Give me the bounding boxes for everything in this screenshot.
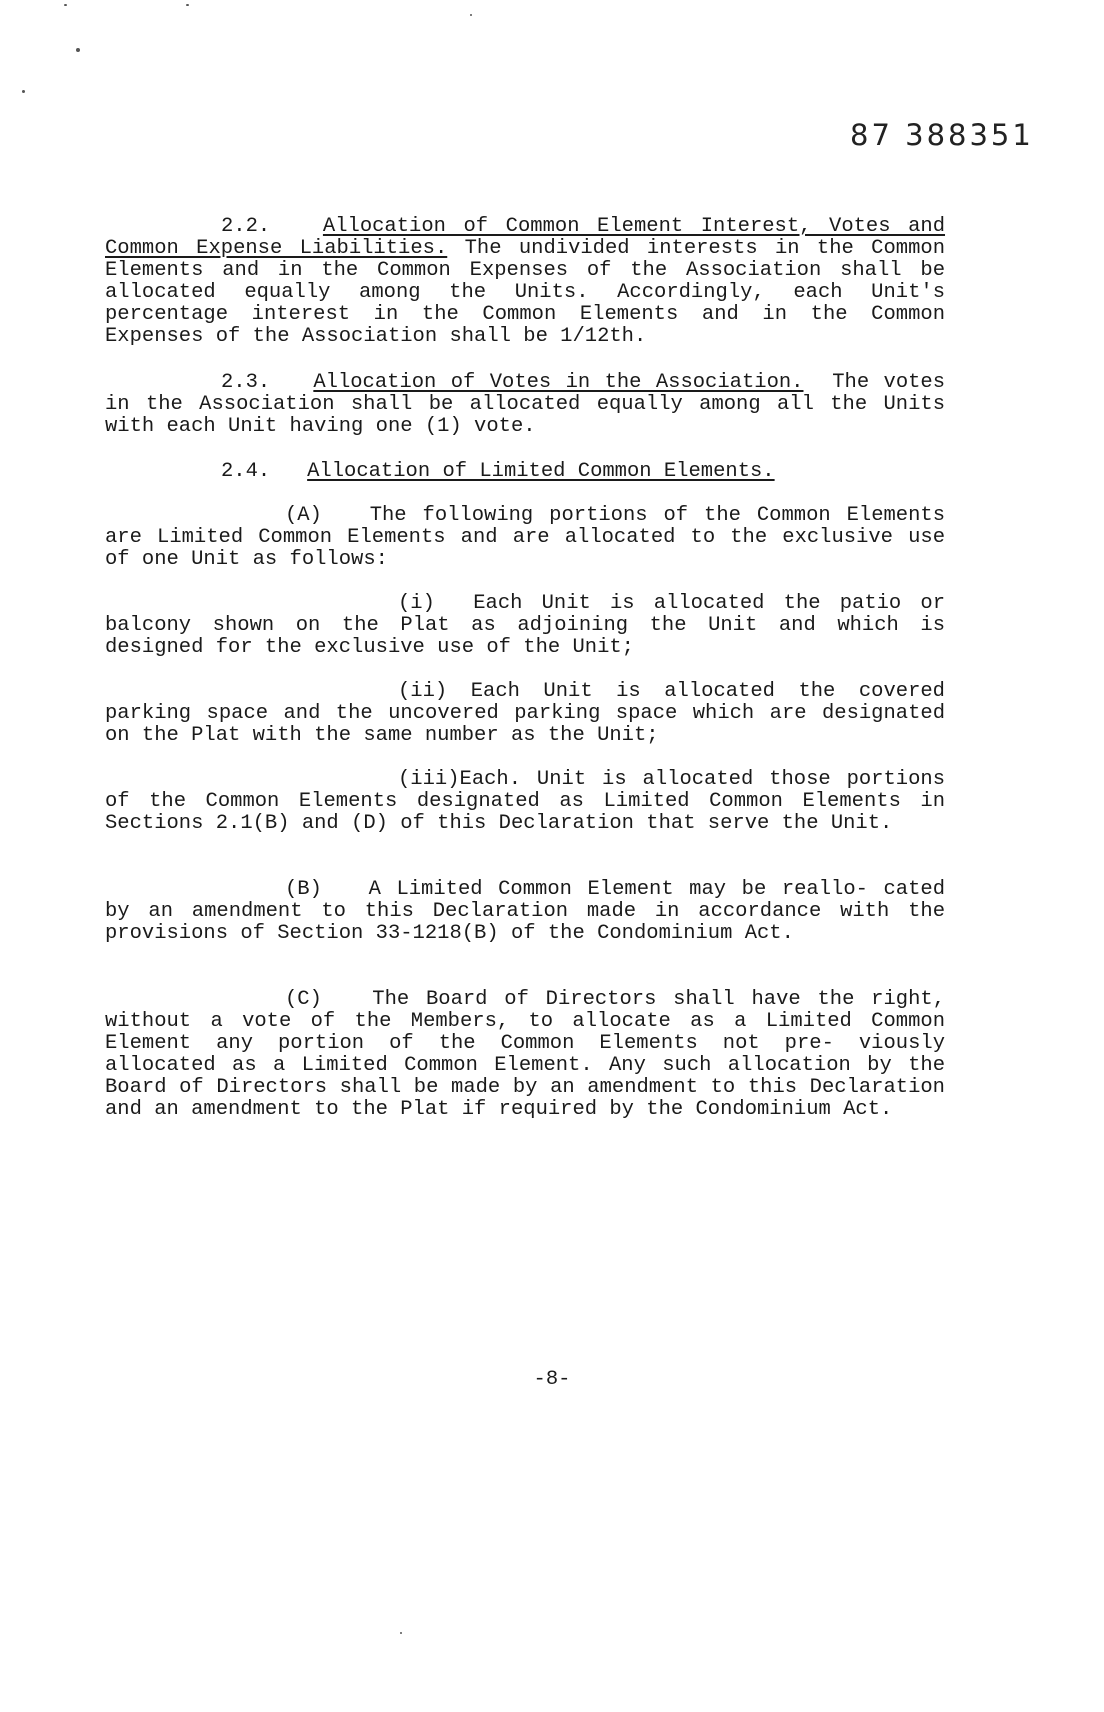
item-i bbox=[105, 593, 945, 659]
subsection-text: The following portions of the Common Elements are Limited Common Elements and are allocated to the exclusive use of one Unit as follows: bbox=[105, 504, 946, 571]
document-number: 87 388351 bbox=[850, 118, 1034, 152]
scan-speck bbox=[400, 1632, 402, 1634]
section-number: 2.4. bbox=[221, 460, 271, 483]
page-number: -8- bbox=[533, 1368, 571, 1391]
item-label: (ii) bbox=[398, 680, 448, 703]
subsection-label: (C) bbox=[285, 988, 322, 1011]
section-title: Allocation of Common Element Interest, Votes and Common Expense Liabilities. bbox=[105, 215, 946, 260]
subsection-label: (A) bbox=[285, 504, 322, 527]
item-label: (iii) bbox=[398, 768, 460, 791]
scan-speck bbox=[186, 4, 189, 6]
section-number: 2.2. bbox=[221, 215, 271, 238]
scan-speck bbox=[470, 14, 472, 16]
subsection-a bbox=[105, 505, 945, 571]
section-number: 2.3. bbox=[221, 371, 271, 394]
section-2-2 bbox=[105, 216, 945, 348]
item-text: Each. Unit is allocated those portions of the Common Elements designated as Limited Common Elements in Sections 2.1(B) and (D) of this Declaration that serve the Unit. bbox=[105, 768, 945, 835]
subsection-label: (B) bbox=[285, 878, 322, 901]
section-2-4-heading bbox=[105, 461, 945, 483]
item-text: Each Unit is allocated the patio or balcony shown on the Plat as adjoining the Unit and which is designed for the exclusive use of the Unit; bbox=[105, 592, 945, 659]
subsection-b bbox=[105, 879, 945, 945]
subsection-text: A Limited Common Element may be reallo- cated by an amendment to this Declaration made in accordance with the provisions of Section 33-1218(B) of the Condominium Act. bbox=[105, 878, 945, 945]
item-iii bbox=[105, 769, 945, 835]
section-title: Allocation of Limited Common Elements. bbox=[307, 460, 775, 483]
item-label: (i) bbox=[398, 592, 435, 615]
subsection-c bbox=[105, 989, 945, 1121]
section-text: The undivided interests in the Common Elements and in the Common Expenses of the Association shall be allocated equally among the Units. Accordingly, each Unit's percentage interest in the Common Elements and in the Common Expenses of the Association shall be 1/12th. bbox=[105, 237, 945, 348]
scan-speck bbox=[76, 48, 80, 52]
subsection-text: The Board of Directors shall have the right, without a vote of the Members, to allocate as a Limited Common Element any portion of the Common Elements not pre- viously allocated as a Limited Common Element. Any such allocation by the Board of Directors shall be made by an amendment to this Declaration and an amendment to the Plat if required by the Condominium Act. bbox=[105, 988, 945, 1121]
item-ii bbox=[105, 681, 945, 747]
section-title: Allocation of Votes in the Association. bbox=[313, 371, 804, 394]
section-2-3 bbox=[105, 372, 945, 438]
scan-speck bbox=[22, 90, 25, 93]
section-text: The votes in the Association shall be allocated equally among all the Units with each Unit having one (1) vote. bbox=[105, 371, 946, 438]
scan-speck bbox=[64, 4, 67, 6]
item-text: Each Unit is allocated the covered parking space and the uncovered parking space which are designated on the Plat with the same number as the Unit; bbox=[105, 680, 945, 747]
